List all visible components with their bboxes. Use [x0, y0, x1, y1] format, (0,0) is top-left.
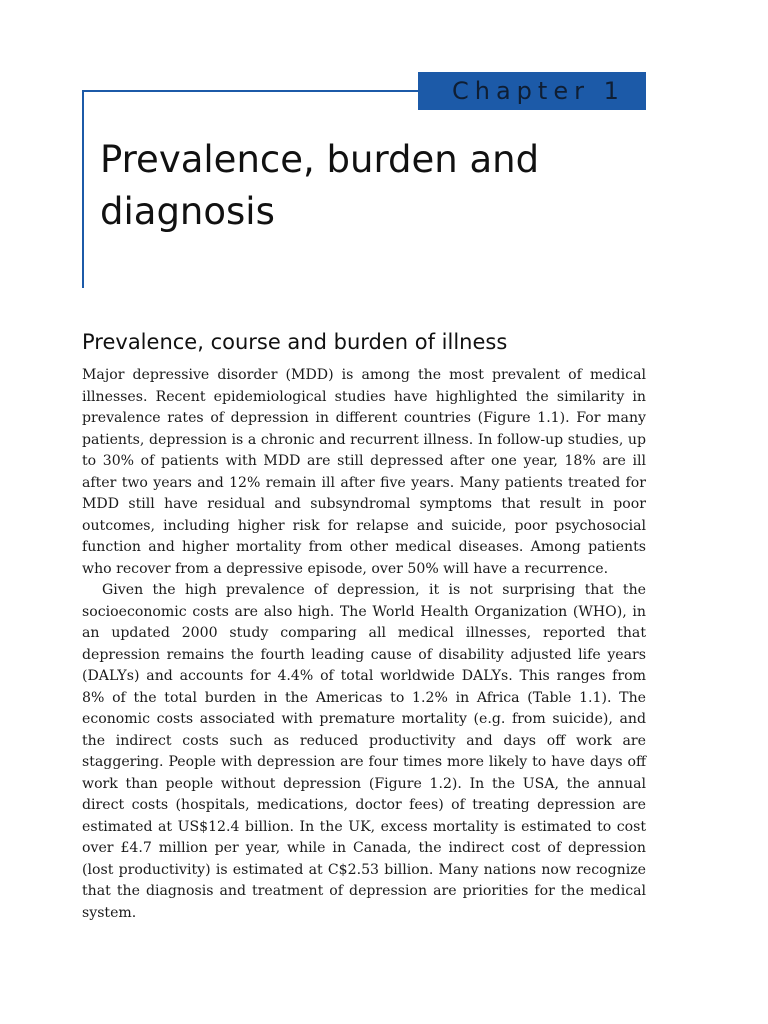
chapter-label: Chapter 1: [452, 77, 625, 105]
chapter-label-box: [418, 72, 646, 110]
paragraph-1: Major depressive disorder (MDD) is among the most prevalent of medical illnesses. Recent epidemiological studies have highlighted the similarity in prevalence rates of depression in different countries (Figure 1.1). For many patients, depression is a chronic and recurrent illness. In follow-up studies, up to 30% of patients with MDD are still depressed after one year, 18% are ill after two years and 12% remain ill after five years. Many patients treated for MDD still have residual and subsyndromal symptoms that result in poor outcomes, including higher risk for relapse and suicide, poor psychosocial function and higher mortality from other medical diseases. Among patients who recover from a depressive episode, over 50% will have a recurrence.: [82, 367, 646, 577]
chapter-rule-vertical: [82, 90, 84, 288]
chapter-rule-horizontal: [82, 90, 418, 92]
paragraph-2: Given the high prevalence of depression, it is not surprising that the socioeconomic costs are also high. The World Health Organization (WHO), in an updated 2000 study comparing all medical illnesses, reported that depression remains the fourth leading cause of disability adjusted life years (DALYs) and accounts for 4.4% of total worldwide DALYs. This ranges from 8% of the total burden in the Americas to 1.2% in Africa (Table 1.1). The economic costs associated with premature mortality (e.g. from suicide), and the indirect costs such as reduced productivity and days off work are staggering. People with depression are four times more likely to have days off work than people without depression (Figure 1.2). In the USA, the annual direct costs (hospitals, medications, doctor fees) of treating depression are estimated at US$12.4 billion. In the UK, excess mortality is estimated to cost over £4.7 million per year, while in Canada, the indirect cost of depression (lost productivity) is estimated at C$2.53 billion. Many nations now recognize that the diagnosis and treatment of depression are priorities for the medical system.: [82, 582, 646, 921]
body-text: [82, 365, 646, 924]
section-heading: Prevalence, course and burden of illness: [82, 330, 508, 354]
chapter-title: Prevalence, burden and diagnosis: [100, 138, 540, 233]
